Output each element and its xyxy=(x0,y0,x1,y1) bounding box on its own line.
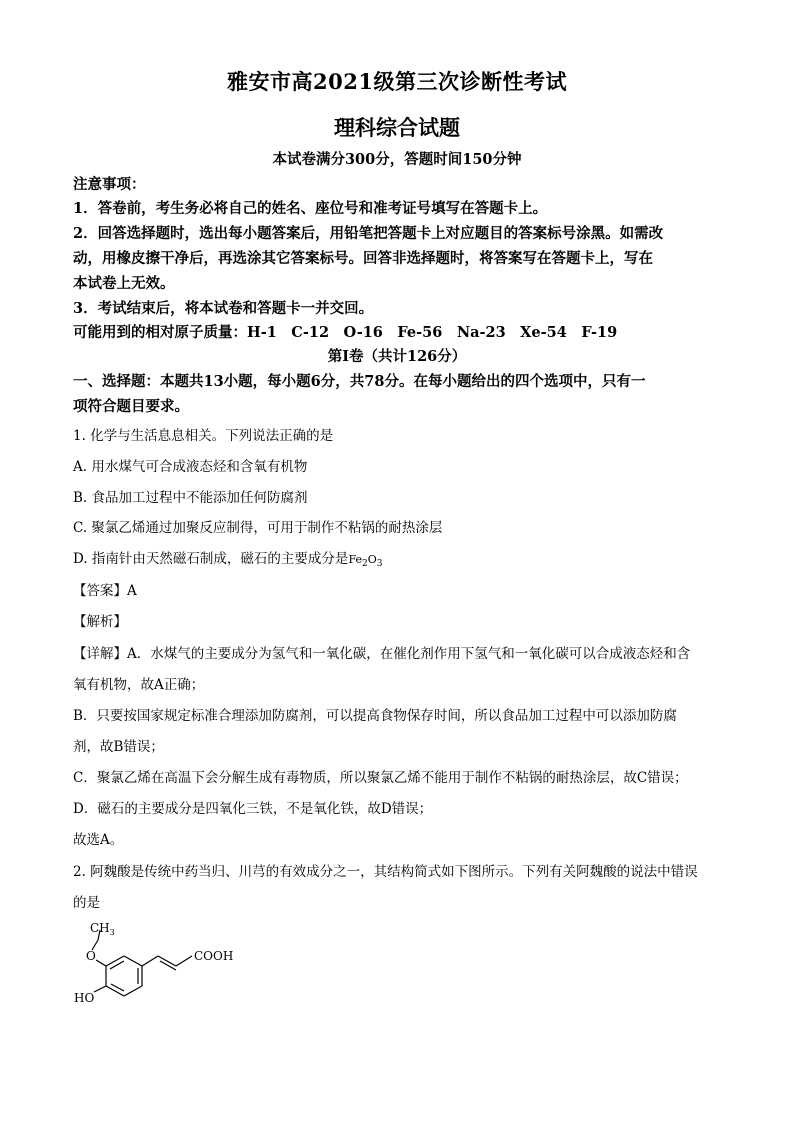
note-item-2-line2: 动，用橡皮擦干净后，再选涂其它答案标号。回答非选择题时，将答案写在答题卡上，写在 xyxy=(73,250,653,267)
ferulic-acid-structure xyxy=(68,918,268,1018)
q1-detail-line3: B．只要按国家规定标准合理添加防腐剂，可以提高食物保存时间，所以食品加工过程中可以添加防腐 xyxy=(73,708,677,724)
q1-option-d xyxy=(73,547,382,569)
q1-detail-line4: 剂，故B错误； xyxy=(73,739,164,755)
section-instructions-line2: 项符合题目要求。 xyxy=(73,398,189,415)
note-item-3: 3．考试结束后，将本试卷和答题卡一并交回。 xyxy=(73,300,374,317)
q1-option-c: C. 聚氯乙烯通过加聚反应制得，可用于制作不粘锅的耐热涂层 xyxy=(73,520,443,536)
benzene-ring xyxy=(106,956,142,996)
ho-label: HO xyxy=(74,991,95,1005)
q1-option-d-text: D. 指南针由天然磁石制成，磁石的主要成分是 xyxy=(73,551,349,567)
exam-info: 本试卷满分300分，答题时间150分钟 xyxy=(272,151,522,168)
q1-stem: 1. 化学与生活息息相关。下列说法正确的是 xyxy=(73,428,334,444)
q1-answer: 【答案】A xyxy=(73,583,137,599)
side-chain-bonds xyxy=(142,956,192,970)
notes-heading: 注意事项： xyxy=(73,176,146,193)
exam-title: 雅安市高2021级第三次诊断性考试 xyxy=(227,69,567,94)
note-item-1: 1．答卷前，考生务必将自己的姓名、座位号和准考证号填写在答题卡上。 xyxy=(73,200,548,217)
hydroxyl-bond xyxy=(94,986,106,992)
note-item-2-line3: 本试卷上无效。 xyxy=(73,275,175,292)
cooh-label: COOH xyxy=(194,949,234,963)
q2-stem-line1: 2. 阿魏酸是传统中药当归、川芎的有效成分之一，其结构简式如下图所示。下列有关阿魏酸的说法中错误 xyxy=(73,864,698,880)
formula-sub-3: 3 xyxy=(376,559,383,569)
q1-detail-line1: 【详解】A．水煤气的主要成分为氢气和一氧化碳，在催化剂作用下氢气和一氧化碳可以合成液态烃和含 xyxy=(73,646,691,662)
ch3-label: $CH_3$ xyxy=(90,921,115,937)
q1-detail-line7: 故选A。 xyxy=(73,832,124,848)
note-item-2-line1: 2．回答选择题时，选出每小题答案后，用铅笔把答题卡上对应题目的答案标号涂黑。如需改 xyxy=(73,225,664,242)
formula-o: O xyxy=(367,553,377,566)
q1-option-a: A. 用水煤气可合成液态烃和含氧有机物 xyxy=(73,459,308,475)
section-instructions-line1: 一、选择题：本题共13小题，每小题6分，共78分。在每小题给出的四个选项中，只有一 xyxy=(73,373,646,390)
formula-fe: Fe xyxy=(348,553,362,566)
q1-detail-line6: D．磁石的主要成分是四氧化三铁，不是氧化铁，故D错误； xyxy=(73,801,433,817)
exam-subtitle: 理科综合试题 xyxy=(334,115,460,140)
formula-sub-2: 2 xyxy=(361,559,368,569)
atomic-mass-line: 可能用到的相对原子质量：H-1 C-12 O-16 Fe-56 Na-23 Xe-54 F-19 xyxy=(73,324,618,341)
q2-stem-line2: 的是 xyxy=(73,895,100,911)
q1-detail-line5: C．聚氯乙烯在高温下会分解生成有毒物质，所以聚氯乙烯不能用于制作不粘锅的耐热涂层，故C错误； xyxy=(73,770,688,786)
q1-detail-line2: 氧有机物，故A正确； xyxy=(73,677,205,693)
q1-option-b: B. 食品加工过程中不能添加任何防腐剂 xyxy=(73,490,308,506)
o-label: O xyxy=(86,949,96,963)
section-title: 第Ⅰ卷（共计126分） xyxy=(327,348,467,365)
q1-analysis-heading: 【解析】 xyxy=(73,614,127,630)
